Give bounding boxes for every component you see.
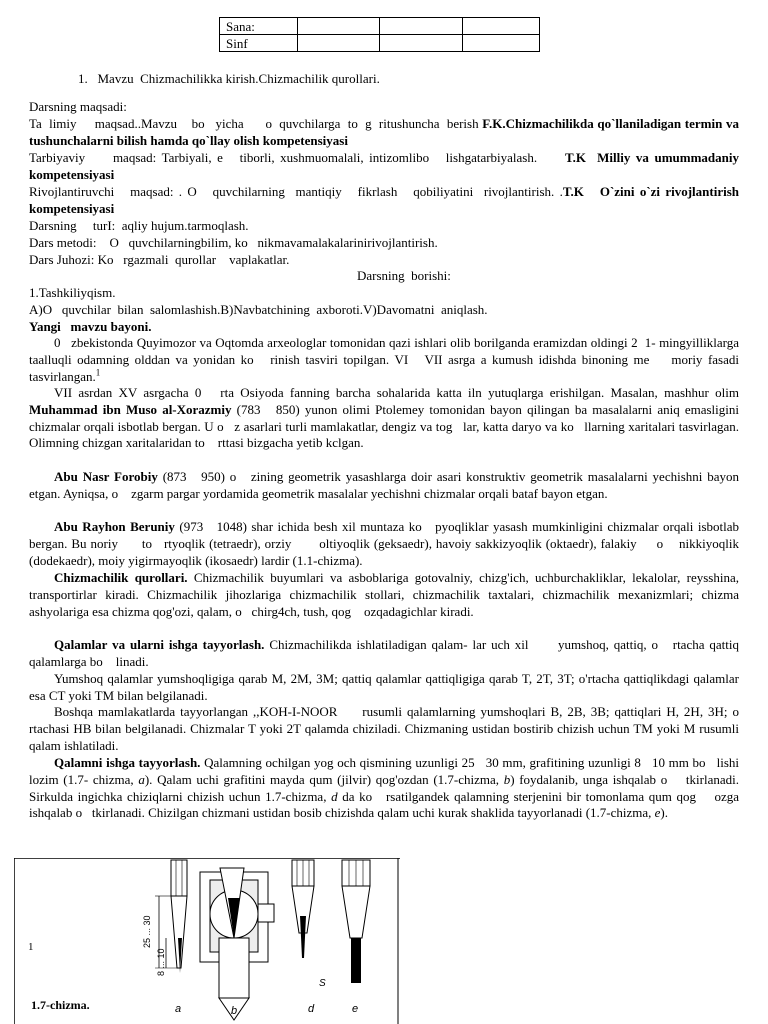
sharpening-text-4: da ko rsatilgandek qalamning sterjenini bir tomonlama qum qog ozga ishqalab o tkirlanadi. Chizilgan chizmani ustidan bosib chizishda qalam uchi kurak shaklida tayyorlanadi (1.7-chizma, [29,788,743,821]
class-cell-3[interactable] [463,35,540,52]
name-xorazmiy: Muhammad ibn Muso al-Xorazmiy [29,401,232,417]
date-cell-2[interactable] [380,18,463,35]
ref-letter-a: a [138,771,145,787]
paragraph-pencils [29,637,743,671]
paragraph-soft-pencils: Yumshoq qalamlar yumshoqligiga qarab M, 2M, 3M; qattiq qalamlar qattiqligiga qarab T, 2T, 3T; o'rtacha qattiqlikdagi qalamlar esa CT yoki TM bilan belgilanadi. [29,671,739,703]
figure-1-7 [14,858,400,1024]
paragraph-xorazmiy-text: (783 850) yunon olimi Ptolemey tomonidan bayon qilingan ba masalalarni aniq emasligini chizmalar orqali isbotlab bergan. U o z asarlari turli mamlakatlar, dengiz va tog lar, katta daryo va ko llarning xaritalari tasvirlagan. Olimning chizgan xaritalaridan to rttasi bizgacha yetib kclgan. [29,401,743,451]
ref-letter-b: b [503,771,511,787]
paragraph-archaeology-text: 0 zbekistonda Quyimozor va Oqtomda arxeologlar tomonidan qazi ishlari olib borilganda eramizdan oldingi 2 1- mingyilliklarga taalluqli odamning olddan va yonidan ko rinish tasviri topilgan. VI VII asrga a kumush idishda binoning me moriy fasadi tasvirlangan. [29,335,743,384]
goal-heading: Darsning maqsadi: [29,99,127,114]
footnote-marker: 1 [28,941,34,953]
sanding-block-icon [200,868,274,1020]
goal-developmental [29,184,743,218]
sharpening-text-3: ) foydalanib, unga ishqalab o tkirlanadi. Sirkulda ingichka chiziqlarni chizish uchun 1.7-chizma, [29,771,743,804]
class-cell-2[interactable] [380,35,463,52]
paragraph-archaeology [29,335,743,385]
lesson-title: 1. Mavzu Chizmachilikka kirish.Chizmachilik qurollari. [78,71,380,86]
class-cell-1[interactable] [298,35,380,52]
goal-upbringing-text: Tarbiyaviy maqsad: Tarbiyali, e tiborli, xushmuomalali, intizomlibo lishgatarbiyalash. [29,150,565,165]
goal-upbringing-competence: T.K Milliy va umummadaniy kompetensiyasi [29,150,743,182]
paragraph-xorazmiy-intro: VII asrdan XV asrgacha 0 rta Osiyoda fanning barcha sohalarida katta iln yutuqlarga erishilgan. Masalan, mashhur olim [54,385,743,400]
lesson-method: Dars metodi: O quvchilarningbilim, ko nikmavamalakalarinirivojlantirish. [29,235,438,250]
figure-label-s: S [319,978,326,989]
new-topic-heading: Yangi mavzu bayoni. [29,319,152,334]
paragraph-sharpening [29,755,743,822]
lesson-type: Darsning turI: aqliy hujum.tarmoqlash. [29,218,249,233]
heading-sharpening: Qalamni ishga tayyorlash. [54,755,201,770]
goal-educational-text: Ta limiy maqsad..Mavzu bo yicha o quvchilarga to g ritushuncha berish [29,116,483,131]
footnote-ref: 1 [95,367,101,378]
date-row [220,18,540,35]
heading-drawing-tools: Chizmachilik qurollari. [54,570,188,585]
progress-heading: Darsning borishi: [357,268,451,283]
class-label: Sinf [220,35,298,52]
heading-pencils: Qalamlar va ularni ishga tayyorlash. [54,637,265,652]
pencil-d-icon [292,860,314,958]
date-cell-1[interactable] [298,18,380,35]
sharpening-text-2: ). Qalam uchi grafitini mayda qum (jilvir) qog'ozdan (1.7-chizma, [144,771,504,787]
ref-letter-e: e [654,805,661,821]
sharpening-text-5: ). [660,805,669,821]
ref-letter-d: d [331,788,338,804]
paragraph-xorazmiy [29,385,743,452]
lesson-equipment: Dars Juhozi: Ko rgazmali qurollar vaplakatlar. [29,252,290,267]
paragraph-forobiy-text: (873 950) o zining geometrik yasashlarga doir asari konstruktiv geometrik masalalarni yechishni bayon etgan. Ayniqsa, o zgarm pargar yordamida geometrik masalalar yechishni chizmalar orqali bataf bayon etgan. [29,469,743,501]
goal-upbringing [29,150,743,184]
paragraph-koh-i-noor: Boshqa mamlakatlarda tayyorlangan ,,KOH-I-NOOR rusumli qalamlarning yumshoqlari B, 2B, 3B; qattiqlari H, 2H, 3H; o rtachasi HB bilan belgilanadi. Chizmalar T yoki 2T qalamda chiziladi. Chizmaning ustidan bostirib chizish uchun TM yoki M rusumli qalam ishlatiladi. [29,704,749,753]
date-cell-3[interactable] [463,18,540,35]
figure-label-b: b [231,1005,238,1017]
header-info-table [219,17,540,52]
dimension-label-25-30: 25 ... 30 [142,915,152,948]
org-items: A)O quvchilar bilan salomlashish.B)Navbatchining axboroti.V)Davomatni aniqlash. [29,302,488,317]
date-label: Sana: [220,18,298,35]
paragraph-drawing-tools-text: Chizmachilik buyumlari va asboblariga gotovalniy, chizg'ich, uchburchakliklar, lekalolar, reysshina, transportirlar kiradi. Chizmachilik jihozlariga chizmachilik stollari, chizmachilik taxtalari, chizmachilik mexanizmlari; chizma ashyolariga esa chizma qog'ozi, qalam, o chirg4ch, tush, qog ozqadagichlar kiradi. [29,570,743,619]
name-beruniy: Abu Rayhon Beruniy [54,519,175,534]
figure-caption: 1.7-chizma. [31,998,90,1012]
pencil-e-icon [342,860,370,983]
goal-developmental-text: Rivojlantiruvchi maqsad: . O quvchilarning mantiqiy fikrlash qobiliyatini rivojlantirish. . [29,184,563,199]
paragraph-drawing-tools [29,570,743,620]
figure-label-e: e [352,1003,359,1015]
figure-label-d: d [308,1003,315,1015]
name-forobiy: Abu Nasr Forobiy [54,469,158,484]
goal-educational-competence: F.K.Chizmachilikda qo`llaniladigan termin va tushunchalarni bilish hamda qo`llay olish kompetensiyasi [29,116,743,148]
paragraph-beruniy-text: (973 1048) shar ichida besh xil muntaza ko pyoqliklar yasash mumkinligini chizmalar orqali isbotlab bergan. Bu noriy to rtyoqlik (tetraedr), orziy oltiyoqlik (geksaedr), havoiy sakkizyoqlik (oktaedr), falakiy o nikkiyoqlik (dodekaedr), moiy yigirmayoqlik (ikosaedr) lardir (1.1-chizma). [29,519,743,568]
goal-educational [29,116,743,150]
class-row [220,35,540,52]
dimension-label-8-10: 8 ... 10 [156,948,166,976]
paragraph-forobiy [29,469,743,503]
paragraph-pencils-text: Chizmachilikda ishlatiladigan qalam- lar uch xil yumshoq, qattiq, o rtacha qattiq qalamlarga bo linadi. [29,637,743,669]
paragraph-beruniy [29,519,743,569]
org-step: 1.Tashkiliyqism. [29,285,116,300]
goal-developmental-competence: T.K O`zini o`zi rivojlantirish kompetensiyasi [29,184,743,216]
figure-label-a: a [175,1003,182,1015]
sharpening-text-1: Qalamning ochilgan yog och qismining uzunligi 25 30 mm, grafitining uzunligi 8 10 mm bo lishi lozim (1.7- chizma, [29,755,743,787]
